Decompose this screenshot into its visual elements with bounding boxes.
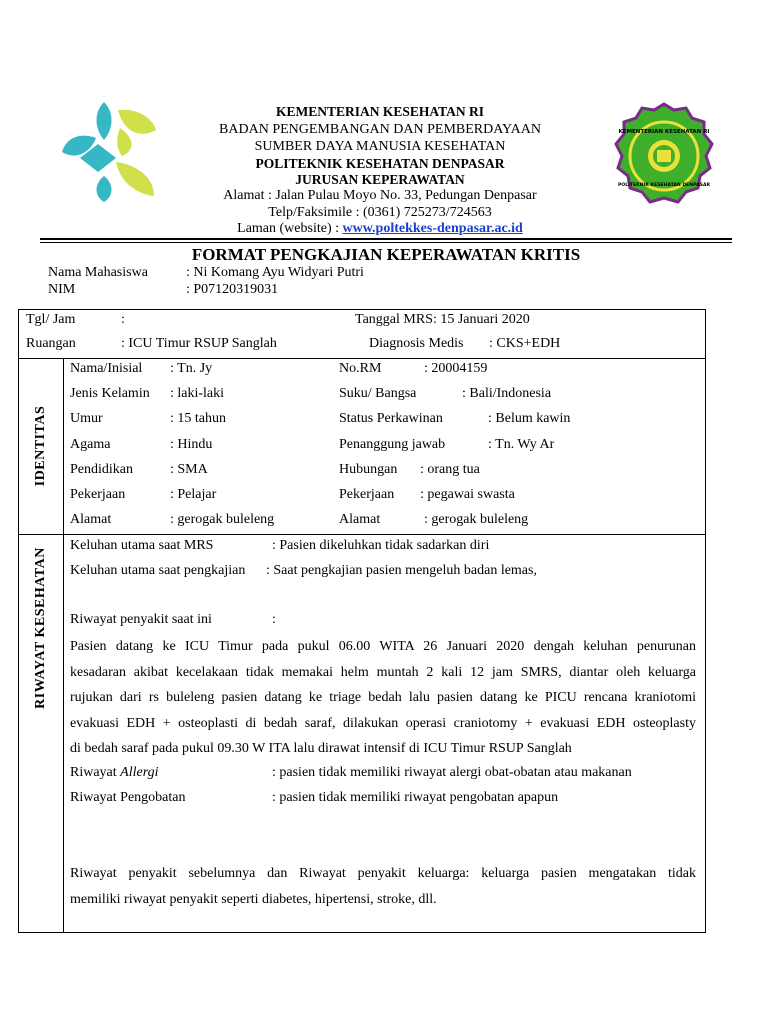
tgl-label: Tgl/ Jam: [26, 312, 76, 327]
alamat-pj-label: Alamat: [339, 512, 381, 527]
student-name-value: : Ni Komang Ayu Widyari Putri: [186, 265, 364, 280]
website-label: Laman (website) :: [237, 221, 343, 236]
logo-lime-petal-right: [117, 128, 131, 156]
allergi-label-italic: Allergi: [120, 765, 159, 780]
header-website: [160, 221, 600, 237]
seal-text-bottom: POLITEKNIK KESEHATAN DENPASAR: [617, 183, 711, 188]
hubungan-value: : orang tua: [420, 462, 480, 477]
header-agency-2: SUMBER DAYA MANUSIA KESEHATAN: [254, 139, 506, 154]
keluhan-mrs-label: Keluhan utama saat MRS: [70, 538, 214, 553]
rps-line: Pasien datang ke ICU Timur pada pukul 06.00 WITA 26 Januari 2020 dengah keluhan penurunan: [70, 639, 696, 654]
rps-line: kesadaran akibat kecelakaan tidak memakai helm muntah 2 kali 12 jam SMRS, diantar oleh keluarga: [70, 664, 696, 680]
nama-label: Nama/Inisial: [70, 361, 143, 376]
allergi-value: : pasien tidak memiliki riwayat alergi obat-obatan atau makanan: [272, 765, 632, 780]
nama-value: : Tn. Jy: [170, 361, 213, 376]
header-agency: BADAN PENGEMBANGAN DAN PEMBERDAYAAN: [219, 122, 541, 137]
alamat-pj-value: : gerogak buleleng: [424, 512, 529, 527]
poltekkes-seal: [612, 100, 716, 216]
family-history-paragraph: [70, 861, 696, 912]
pekerjaan-pj-label: Pekerjaan: [339, 487, 395, 502]
rps-line: rujukan dari rs buleleng pasien datang ke triage bedah lalu pasien datang ke PICU rencana kraniotomi: [70, 690, 696, 706]
keluhan-mrs-value: : Pasien dikeluhkan tidak sadarkan diri: [272, 538, 490, 553]
pengobatan-label: Riwayat Pengobatan: [70, 790, 186, 805]
rps-label: Riwayat penyakit saat ini: [70, 612, 212, 627]
identitas-section-label: IDENTITAS: [33, 405, 48, 487]
jenis-kelamin-label: Jenis Kelamin: [70, 386, 150, 401]
penanggung-jawab-label: Penanggung jawab: [339, 437, 446, 452]
header-address: Alamat : Jalan Pulau Moyo No. 33, Pedungan Denpasar: [223, 188, 537, 203]
keluhan-pengkajian-value: : Saat pengkajian pasien mengeluh badan lemas,: [266, 563, 537, 578]
student-name-label: Nama Mahasiswa: [48, 265, 148, 280]
pekerjaan-value: : Pelajar: [170, 487, 217, 502]
umur-label: Umur: [70, 411, 103, 426]
pekerjaan-label: Pekerjaan: [70, 487, 126, 502]
kemenkes-logo: [58, 98, 162, 204]
logo-teal-petal-bottom: [97, 176, 112, 202]
page-title: FORMAT PENGKAJIAN KEPERAWATAN KRITIS: [191, 245, 581, 264]
rps-colon: :: [272, 612, 276, 627]
website-link[interactable]: www.poltekkes-denpasar.ac.id: [342, 221, 523, 236]
header-rule-thin: [40, 242, 732, 243]
diagnosis-label: Diagnosis Medis: [369, 336, 464, 351]
jenis-kelamin-value: : laki-laki: [170, 386, 225, 401]
no-rm-value: : 20004159: [424, 361, 488, 376]
logo-lime-petal-top: [118, 110, 156, 134]
allergi-label: [70, 765, 159, 781]
alamat-value: : gerogak buleleng: [170, 512, 275, 527]
hubungan-label: Hubungan: [339, 462, 398, 477]
suku-label: Suku/ Bangsa: [339, 386, 417, 401]
rps-paragraph: [70, 634, 696, 762]
rps-line: evakuasi EDH + osteoplasti di bedah saraf, dilakukan operasi craniotomy + evakuasi EDH osteoplasty: [70, 715, 696, 731]
alamat-label: Alamat: [70, 512, 112, 527]
seal-text-top: KEMENTERIAN KESEHATAN RI: [618, 129, 710, 135]
pendidikan-value: : SMA: [170, 462, 208, 477]
logo-teal-petal-top: [97, 102, 112, 140]
nim-label: NIM: [48, 282, 76, 297]
header-rule-thick: [40, 238, 732, 240]
allergi-label-prefix: Riwayat: [70, 765, 121, 780]
ruangan-value: : ICU Timur RSUP Sanglah: [121, 336, 277, 351]
nim-value: : P07120319031: [186, 282, 279, 297]
status-perkawinan-value: : Belum kawin: [488, 411, 571, 426]
suku-value: : Bali/Indonesia: [462, 386, 552, 401]
logo-lime-petal-bottom: [116, 162, 154, 196]
tanggal-mrs: Tanggal MRS: 15 Januari 2020: [355, 312, 530, 327]
pendidikan-label: Pendidikan: [70, 462, 133, 477]
agama-label: Agama: [70, 437, 111, 452]
pengobatan-value: : pasien tidak memiliki riwayat pengobatan apapun: [272, 790, 559, 805]
header-department: JURUSAN KEPERAWATAN: [295, 172, 465, 187]
penanggung-jawab-value: : Tn. Wy Ar: [488, 437, 555, 452]
agama-value: : Hindu: [170, 437, 213, 452]
diagnosis-value: : CKS+EDH: [489, 336, 561, 351]
tgl-colon: :: [121, 312, 125, 327]
pekerjaan-pj-value: : pegawai swasta: [420, 487, 515, 502]
family-history-line: memiliki riwayat penyakit seperti diabetes, hipertensi, stroke, dll.: [70, 891, 437, 907]
no-rm-label: No.RM: [339, 361, 382, 376]
keluhan-pengkajian-label: Keluhan utama saat pengkajian: [70, 563, 246, 578]
header-school: POLITEKNIK KESEHATAN DENPASAR: [255, 156, 505, 171]
ruangan-label: Ruangan: [26, 336, 76, 351]
umur-value: : 15 tahun: [170, 411, 226, 426]
riwayat-section-label: RIWAYAT KESEHATAN: [33, 547, 48, 709]
header-phone: Telp/Faksimile : (0361) 725273/724563: [268, 205, 492, 220]
status-perkawinan-label: Status Perkawinan: [339, 411, 443, 426]
family-history-line: Riwayat penyakit sebelumnya dan Riwayat penyakit keluarga: keluarga pasien mengatakan tidak: [70, 866, 696, 881]
rps-line: di bedah saraf pada pukul 09.30 W ITA lalu dirawat intensif di ICU Timur RSUP Sanglah: [70, 741, 572, 757]
header-ministry: KEMENTERIAN KESEHATAN RI: [275, 104, 485, 119]
